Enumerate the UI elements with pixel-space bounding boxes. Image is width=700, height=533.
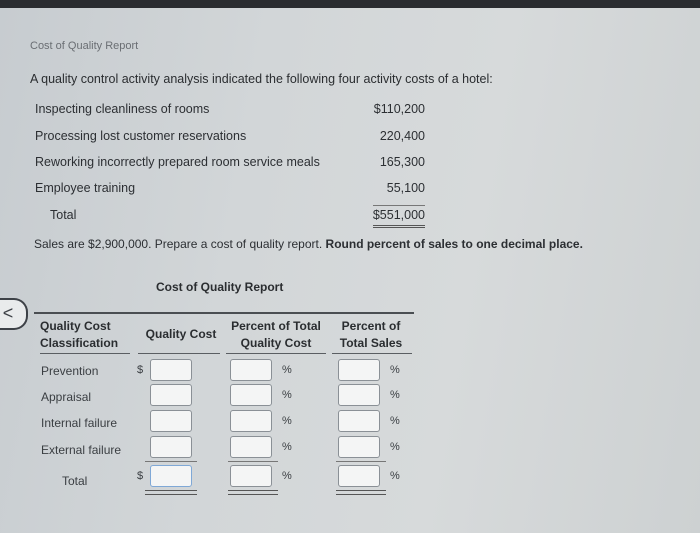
intro-text: A quality control activity analysis indicated the following four activity costs of a hotel: [30, 72, 493, 86]
activity-total-label: Total [50, 208, 77, 222]
percent-sign: % [390, 389, 400, 401]
activity-amount: $110,200 [373, 102, 425, 116]
row-label-internal-failure: Internal failure [41, 416, 118, 430]
prevention-pct-total-input[interactable] [230, 359, 272, 381]
table-top-rule [34, 312, 414, 314]
activity-total-amount: $551,000 [373, 205, 425, 228]
internal-failure-cost-input[interactable] [150, 410, 192, 432]
internal-failure-pct-sales-input[interactable] [338, 410, 380, 432]
total-pct-sales-input[interactable] [338, 465, 380, 487]
header-text: Total Sales [339, 336, 403, 350]
dollar-sign: $ [137, 470, 144, 482]
header-percent-total [222, 318, 330, 352]
header-text: Quality Cost [40, 319, 111, 333]
header-underline [40, 353, 130, 354]
dollar-sign: $ [137, 364, 144, 376]
percent-sign: % [390, 441, 400, 453]
appraisal-cost-input[interactable] [150, 384, 192, 406]
total-double-underline [145, 490, 197, 495]
activity-cost-row [35, 155, 425, 173]
row-label-external-failure: External failure [41, 443, 122, 457]
appraisal-pct-total-input[interactable] [230, 384, 272, 406]
top-bar [0, 0, 700, 8]
activity-amount: 165,300 [379, 155, 425, 169]
activity-total-row [35, 208, 425, 226]
subtotal-underline [228, 461, 278, 462]
external-failure-pct-total-input[interactable] [230, 436, 272, 458]
percent-sign: % [282, 441, 292, 453]
activity-label: Employee training [35, 181, 136, 195]
percent-sign: % [282, 364, 292, 376]
header-text: Percent of Total [231, 319, 321, 333]
subtotal-underline [145, 461, 197, 462]
header-text: Classification [40, 336, 119, 350]
external-failure-pct-sales-input[interactable] [338, 436, 380, 458]
row-label-total: Total [62, 474, 88, 488]
appraisal-pct-sales-input[interactable] [338, 384, 380, 406]
instructions-emphasis: Round percent of sales to one decimal place. [325, 237, 583, 251]
percent-sign: % [282, 470, 292, 482]
header-percent-sales [332, 318, 410, 352]
page-title: Cost of Quality Report [30, 40, 139, 52]
activity-label: Reworking incorrectly prepared room service meals [35, 155, 320, 169]
total-pct-total-input[interactable] [230, 465, 272, 487]
instructions [34, 237, 583, 251]
report-title: Cost of Quality Report [156, 280, 284, 294]
row-label-appraisal: Appraisal [41, 390, 92, 404]
header-underline [138, 353, 220, 354]
percent-sign: % [390, 364, 400, 376]
prevention-pct-sales-input[interactable] [338, 359, 380, 381]
activity-amount: 55,100 [386, 181, 425, 195]
prevention-cost-input[interactable] [150, 359, 192, 381]
total-cost-input[interactable] [150, 465, 192, 487]
activity-amount: 220,400 [379, 129, 425, 143]
percent-sign: % [390, 470, 400, 482]
subtotal-underline [336, 461, 386, 462]
percent-sign: % [282, 389, 292, 401]
internal-failure-pct-total-input[interactable] [230, 410, 272, 432]
percent-sign: % [282, 415, 292, 427]
back-arrow-icon[interactable]: < [0, 298, 28, 330]
activity-cost-row [35, 129, 425, 147]
total-double-underline [228, 490, 278, 495]
activity-cost-row [35, 181, 425, 199]
header-quality-cost: Quality Cost [145, 327, 217, 341]
header-underline [226, 353, 326, 354]
activity-label: Inspecting cleanliness of rooms [35, 102, 210, 116]
instructions-text: Sales are $2,900,000. Prepare a cost of quality report. [34, 237, 323, 251]
external-failure-cost-input[interactable] [150, 436, 192, 458]
row-label-prevention: Prevention [41, 364, 99, 378]
header-text: Quality Cost [240, 336, 312, 350]
header-underline [332, 353, 412, 354]
percent-sign: % [390, 415, 400, 427]
header-classification [40, 318, 132, 352]
activity-label: Processing lost customer reservations [35, 129, 247, 143]
total-double-underline [336, 490, 386, 495]
activity-cost-row [35, 102, 425, 120]
header-text: Percent of [341, 319, 401, 333]
